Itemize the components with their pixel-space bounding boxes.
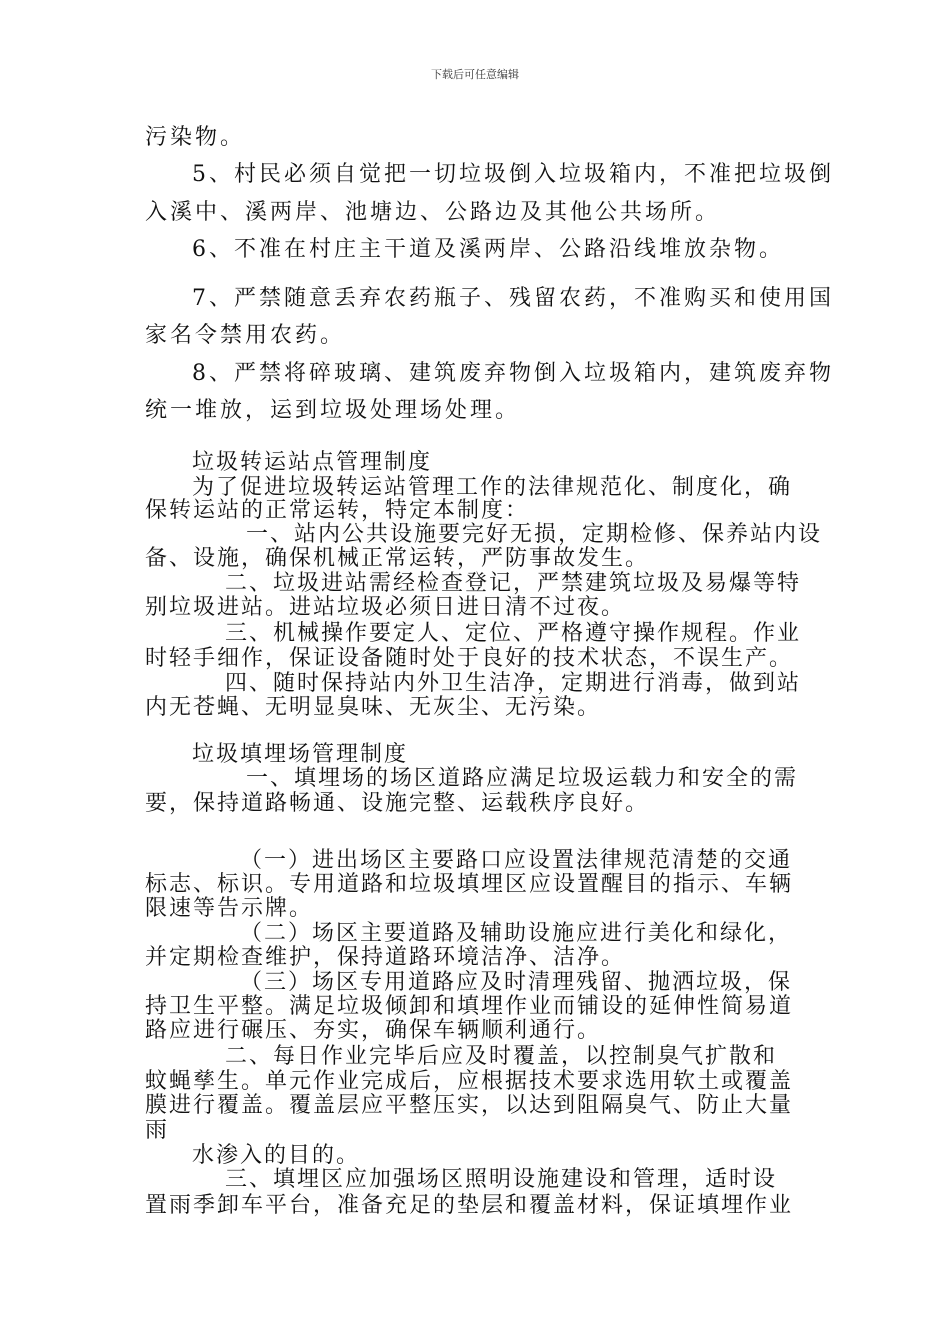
text-line: 置雨季卸车平台，准备充足的垫层和覆盖材料，保证填埋作业	[145, 1193, 794, 1218]
text-line: 保转运站的正常运转，特定本制度：	[145, 498, 530, 523]
text-line: 内无苍蝇、无明显臭味、无灰尘、无污染。	[145, 695, 602, 720]
text-line: 7、严禁随意丢弃农药瓶子、残留农药，不准购买和使用国	[192, 286, 834, 311]
section-heading: 垃圾填埋场管理制度	[192, 742, 409, 767]
text-line: 6、不准在村庄主干道及溪两岸、公路沿线堆放杂物。	[192, 237, 784, 262]
text-line: 膜进行覆盖。覆盖层应平整压实，以达到阻隔臭气、防止大量	[145, 1093, 794, 1118]
text-line: 三、填埋区应加强场区照明设施建设和管理，适时设	[225, 1167, 778, 1192]
page-header: 下载后可任意编辑	[431, 68, 519, 81]
text-line: 标志、标识。专用道路和垃圾填埋区应设置醒目的指示、车辆	[145, 872, 794, 897]
text-line: 5、村民必须自觉把一切垃圾倒入垃圾箱内，不准把垃圾倒	[192, 162, 834, 187]
text-line: 备、设施，确保机械正常运转，严防事故发生。	[145, 546, 650, 571]
text-line: （三）场区专用道路应及时清理残留、抛洒垃圾，保	[240, 970, 793, 995]
text-line: 蚊蝇孳生。单元作业完成后，应根据技术要求选用软土或覆盖	[145, 1069, 794, 1094]
text-line: 家名令禁用农药。	[145, 323, 346, 348]
text-line: （一）进出场区主要路口应设置法律规范清楚的交通	[240, 848, 793, 873]
text-line: 二、垃圾进站需经检查登记，严禁建筑垃圾及易爆等特	[225, 571, 802, 596]
text-line: 持卫生平整。满足垃圾倾卸和填埋作业而铺设的延伸性简易道	[145, 994, 794, 1019]
text-line: 时轻手细作，保证设备随时处于良好的技术状态，不误生产。	[145, 646, 794, 671]
text-line: 路应进行碾压、夯实，确保车辆顺利通行。	[145, 1018, 602, 1043]
text-line: 水渗入的目的。	[192, 1143, 361, 1168]
text-line: 一、填埋场的场区道路应满足垃圾运载力和安全的需	[246, 766, 799, 791]
text-line: 二、每日作业完毕后应及时覆盖，以控制臭气扩散和	[225, 1044, 778, 1069]
text-line: 入溪中、溪两岸、池塘边、公路边及其他公共场所。	[145, 200, 721, 225]
text-line: 为了促进垃圾转运站管理工作的法律规范化、制度化，确	[192, 475, 793, 500]
text-line: （二）场区主要道路及辅助设施应进行美化和绿化，	[240, 921, 793, 946]
text-line: 要，保持道路畅通、设施完整、运载秩序良好。	[145, 791, 650, 816]
text-line: 四、随时保持站内外卫生洁净，定期进行消毒，做到站	[225, 671, 802, 696]
text-line: 限速等告示牌。	[145, 896, 314, 921]
text-line: 三、机械操作要定人、定位、严格遵守操作规程。作业	[225, 621, 802, 646]
section-heading: 垃圾转运站点管理制度	[192, 450, 433, 475]
text-line: 别垃圾进站。进站垃圾必须日进日清不过夜。	[145, 595, 626, 620]
text-line: 统一堆放，运到垃圾处理场处理。	[145, 398, 521, 423]
text-line: 一、站内公共设施要完好无损，定期检修、保养站内设	[246, 522, 823, 547]
text-line: 污染物。	[145, 125, 246, 150]
text-line: 并定期检查维护，保持道路环境洁净、洁净。	[145, 945, 626, 970]
text-line: 8、严禁将碎玻璃、建筑废弃物倒入垃圾箱内，建筑废弃物	[192, 361, 834, 386]
text-line: 雨	[145, 1118, 170, 1143]
